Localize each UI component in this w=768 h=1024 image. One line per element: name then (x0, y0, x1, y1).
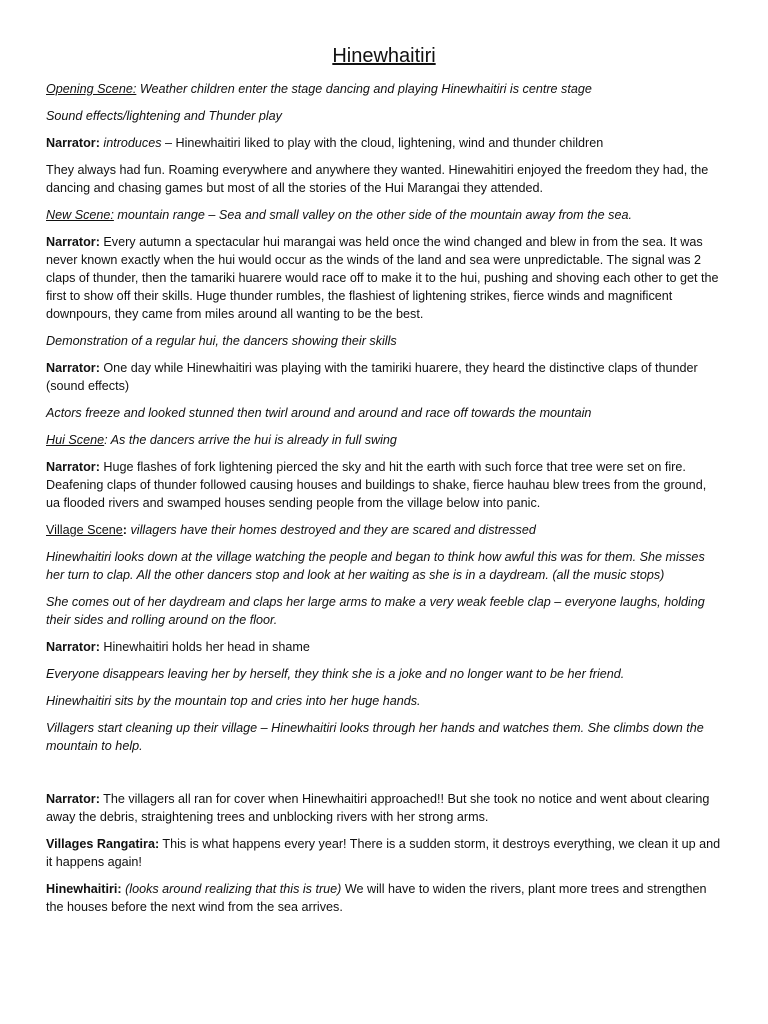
document-title: Hinewhaitiri (332, 45, 436, 67)
paragraph-text: The villagers all ran for cover when Hinewhaitiri approached!! But she took no notice and went about clearing away the debris, straightening trees and unblocking rivers with her strong arms. (46, 792, 710, 824)
speaker-label: Hinewhaitiri: (46, 882, 122, 896)
paragraph-narrator (46, 790, 722, 826)
paragraph-text: Huge flashes of fork lightening pierced the sky and hit the earth with such force that tree were set on fire. Deafening claps of thunder followed causing houses and buildings to shake, fierce hauhau blew trees from the ground, ua flooded rivers and swamped houses sending people from the village below into panic. (46, 460, 707, 510)
speaker-label: Narrator: (46, 640, 100, 654)
paragraph-narrator (46, 359, 722, 395)
paragraph-narration: They always had fun. Roaming everywhere and anywhere they wanted. Hinewahitiri enjoyed the freedom they had, the dancing and chasing games but most of all the stories of the Hui Marangai they attended. (46, 163, 709, 195)
paragraph-text: : As the dancers arrive the hui is already in full swing (104, 433, 397, 447)
paragraph-hinewhaitiri (46, 880, 722, 916)
speaker-label: Narrator: (46, 792, 100, 806)
paragraph-stage-direction: Villagers start cleaning up their village – Hinewhaitiri looks through her hands and watches them. She climbs down the mountain to help. (46, 721, 704, 753)
speaker-label: Narrator: (46, 361, 100, 375)
paragraph-stage-direction: Demonstration of a regular hui, the dancers showing their skills (46, 334, 397, 348)
scene-label: Village Scene (46, 523, 123, 537)
paragraph-text: One day while Hinewhaitiri was playing with the tamiriki huarere, they heard the distinctive claps of thunder (sound effects) (46, 361, 698, 393)
paragraph-village-scene (46, 521, 722, 539)
paragraph-narrator (46, 638, 722, 656)
paragraph-stage-direction: Sound effects/lightening and Thunder play (46, 109, 282, 123)
paragraph-text: Hinewhaitiri holds her head in shame (99, 640, 310, 654)
paragraph-stage-direction: Actors freeze and looked stunned then twirl around and around and race off towards the mountain (46, 406, 592, 420)
paragraph-hui-scene (46, 431, 722, 449)
paragraph-text: Weather children enter the stage dancing and playing Hinewhaitiri is centre stage (136, 82, 592, 96)
scene-label: Hui Scene (46, 433, 105, 447)
paragraph-stage-direction: Everyone disappears leaving her by herself, they think she is a joke and no longer want to be her friend. (46, 667, 625, 681)
paragraph-narrator (46, 233, 722, 323)
paragraph-rangatira (46, 835, 722, 871)
speaker-label: Narrator: (46, 136, 100, 150)
scene-label: New Scene: (46, 208, 114, 222)
paragraph-text: We will have to widen the rivers, plant more trees and strengthen the houses before the next wind from the sea arrives. (46, 882, 707, 914)
paragraph-text: villagers have their homes destroyed and they are scared and distressed (127, 523, 536, 537)
paragraph-text: mountain range – Sea and small valley on the other side of the mountain away from the sea. (113, 208, 632, 222)
paragraph-new-scene (46, 206, 722, 224)
paragraph-stage-direction: Hinewhaitiri looks down at the village watching the people and began to think how awful this was for them. She misses her turn to clap. All the other dancers stop and look at her waiting as she is in a daydream. (all the music stops) (46, 550, 705, 582)
paragraph-stage-direction: She comes out of her daydream and claps her large arms to make a very weak feeble clap – everyone laughs, holding their sides and rolling around on the floor. (46, 595, 705, 627)
speaker-label: Villages Rangatira: (46, 837, 160, 851)
stage-note: introduces (99, 136, 162, 150)
speaker-label: Narrator: (46, 460, 100, 474)
stage-note: (looks around realizing that this is true) (121, 882, 342, 896)
paragraph-stage-direction: Hinewhaitiri sits by the mountain top and cries into her huge hands. (46, 694, 421, 708)
scene-label: Opening Scene: (46, 82, 137, 96)
paragraph-opening-scene (46, 80, 722, 98)
paragraph-narrator (46, 134, 722, 152)
paragraph-text: Every autumn a spectacular hui marangai was held once the wind changed and blew in from the sea. It was never known exactly when the hui would occur as the winds of the land and sea were unpredictable. The signal was 2 claps of thunder, then the tamariki huarere would race off to make it to the hui, pushing and shoving each other to get the first to show off their skills. Huge thunder rumbles, the flashiest of lightening strikes, fierce winds and magnificent downpours, they came from miles around all wanting to be the best. (46, 235, 719, 321)
speaker-label: Narrator: (46, 235, 100, 249)
section-gap (46, 764, 722, 790)
scene-label-colon: : (122, 523, 127, 537)
paragraph-text: – Hinewhaitiri liked to play with the cloud, lightening, wind and thunder children (161, 136, 604, 150)
paragraph-narrator (46, 458, 722, 512)
paragraph-text: This is what happens every year! There is a sudden storm, it destroys everything, we clean it up and it happens again! (46, 837, 721, 869)
